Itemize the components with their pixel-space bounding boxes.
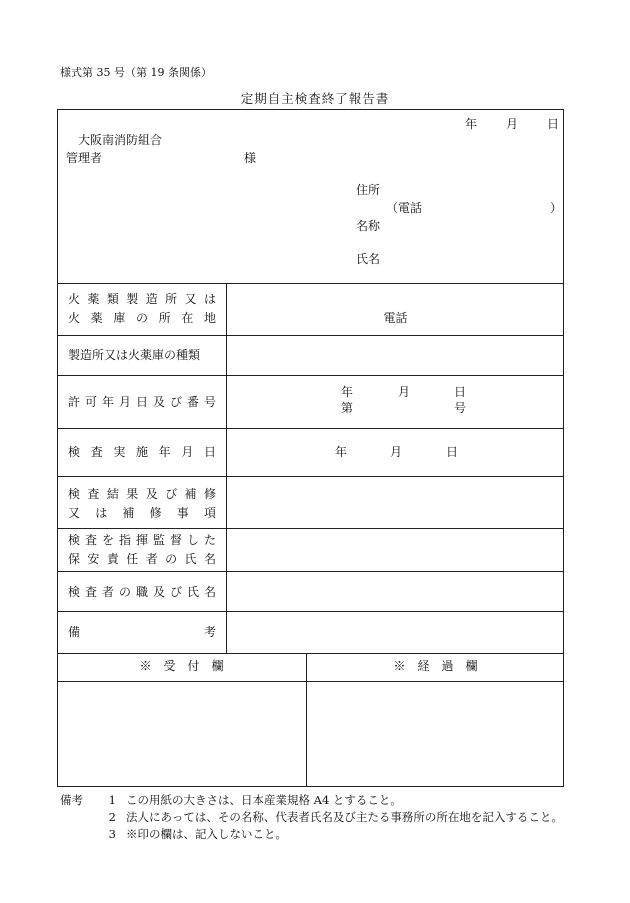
row-divider [57,375,564,376]
note-number: 1 [108,793,116,807]
row-divider [57,528,564,529]
result-label-line1: 検査結果及び補修 [68,487,216,501]
supervisor-value[interactable] [227,531,563,568]
result-value[interactable] [227,480,563,524]
location-phone-label: 電話 [383,311,408,325]
note-number: 2 [108,810,116,824]
note-number: 3 [108,827,116,841]
row-divider [57,611,564,612]
row-divider [57,428,564,429]
addressee-role: 管理者 [66,151,103,165]
permit-no-prefix: 第 [341,401,354,415]
row-divider [57,283,564,284]
remarks-value[interactable] [227,614,563,650]
inspection-date-label: 検査実施年月日 [68,445,216,459]
permit-year-label: 年 [341,385,354,399]
permit-label: 許可年月日及び番号 [68,395,216,409]
inspection-year-label: 年 [335,445,348,459]
row-divider [57,681,564,682]
column-divider [306,653,307,787]
supervisor-label-line1: 検査を指揮監督した [68,533,216,547]
reception-column-header: ※ 受 付 欄 [139,659,224,673]
inspector-value[interactable] [227,574,563,608]
row-divider [57,476,564,477]
person-label: 氏名 [356,252,381,266]
type-label: 製造所又は火薬庫の種類 [68,348,201,362]
type-value[interactable] [227,338,563,372]
form-number: 様式第 35 号（第 19 条関係） [60,66,212,79]
document-title: 定期自主検査終了報告書 [240,91,390,106]
date-day-label: 日 [547,117,560,131]
result-label-line2: 又は補修事項 [68,506,216,520]
phone-close-paren: ） [550,201,563,215]
progress-column-header: ※ 経 過 欄 [393,659,478,673]
row-divider [57,571,564,572]
location-label-line1: 火薬類製造所又は [68,292,216,306]
note-text: この用紙の大きさは、日本産業規格 A4 とすること。 [126,793,402,807]
address-label: 住所 [356,183,381,197]
location-value[interactable] [227,288,563,332]
inspection-month-label: 月 [390,445,403,459]
name-label: 名称 [356,219,381,233]
note-text: ※印の欄は、記入しないこと。 [126,827,287,841]
note-text: 法人にあっては、その名称、代表者氏名及び主たる事務所の所在地を記入すること。 [126,810,563,824]
phone-label: （電話 [386,201,423,215]
notes-heading: 備考 [60,793,83,807]
inspector-label: 検査者の職及び氏名 [68,585,216,599]
row-divider [57,335,564,336]
permit-day-label: 日 [454,385,467,399]
supervisor-label-line2: 保安責任者の氏名 [68,552,216,566]
row-divider [57,653,564,654]
addressee-organization: 大阪南消防組合 [78,133,163,147]
permit-no-suffix: 号 [454,401,467,415]
permit-month-label: 月 [398,385,411,399]
date-month-label: 月 [506,117,519,131]
honorific: 様 [244,151,257,165]
inspection-day-label: 日 [446,445,459,459]
notes-section [60,792,570,843]
date-year-label: 年 [465,117,478,131]
location-label-line2: 火薬庫の所在地 [68,311,216,325]
remarks-label: 備考 [68,625,216,639]
